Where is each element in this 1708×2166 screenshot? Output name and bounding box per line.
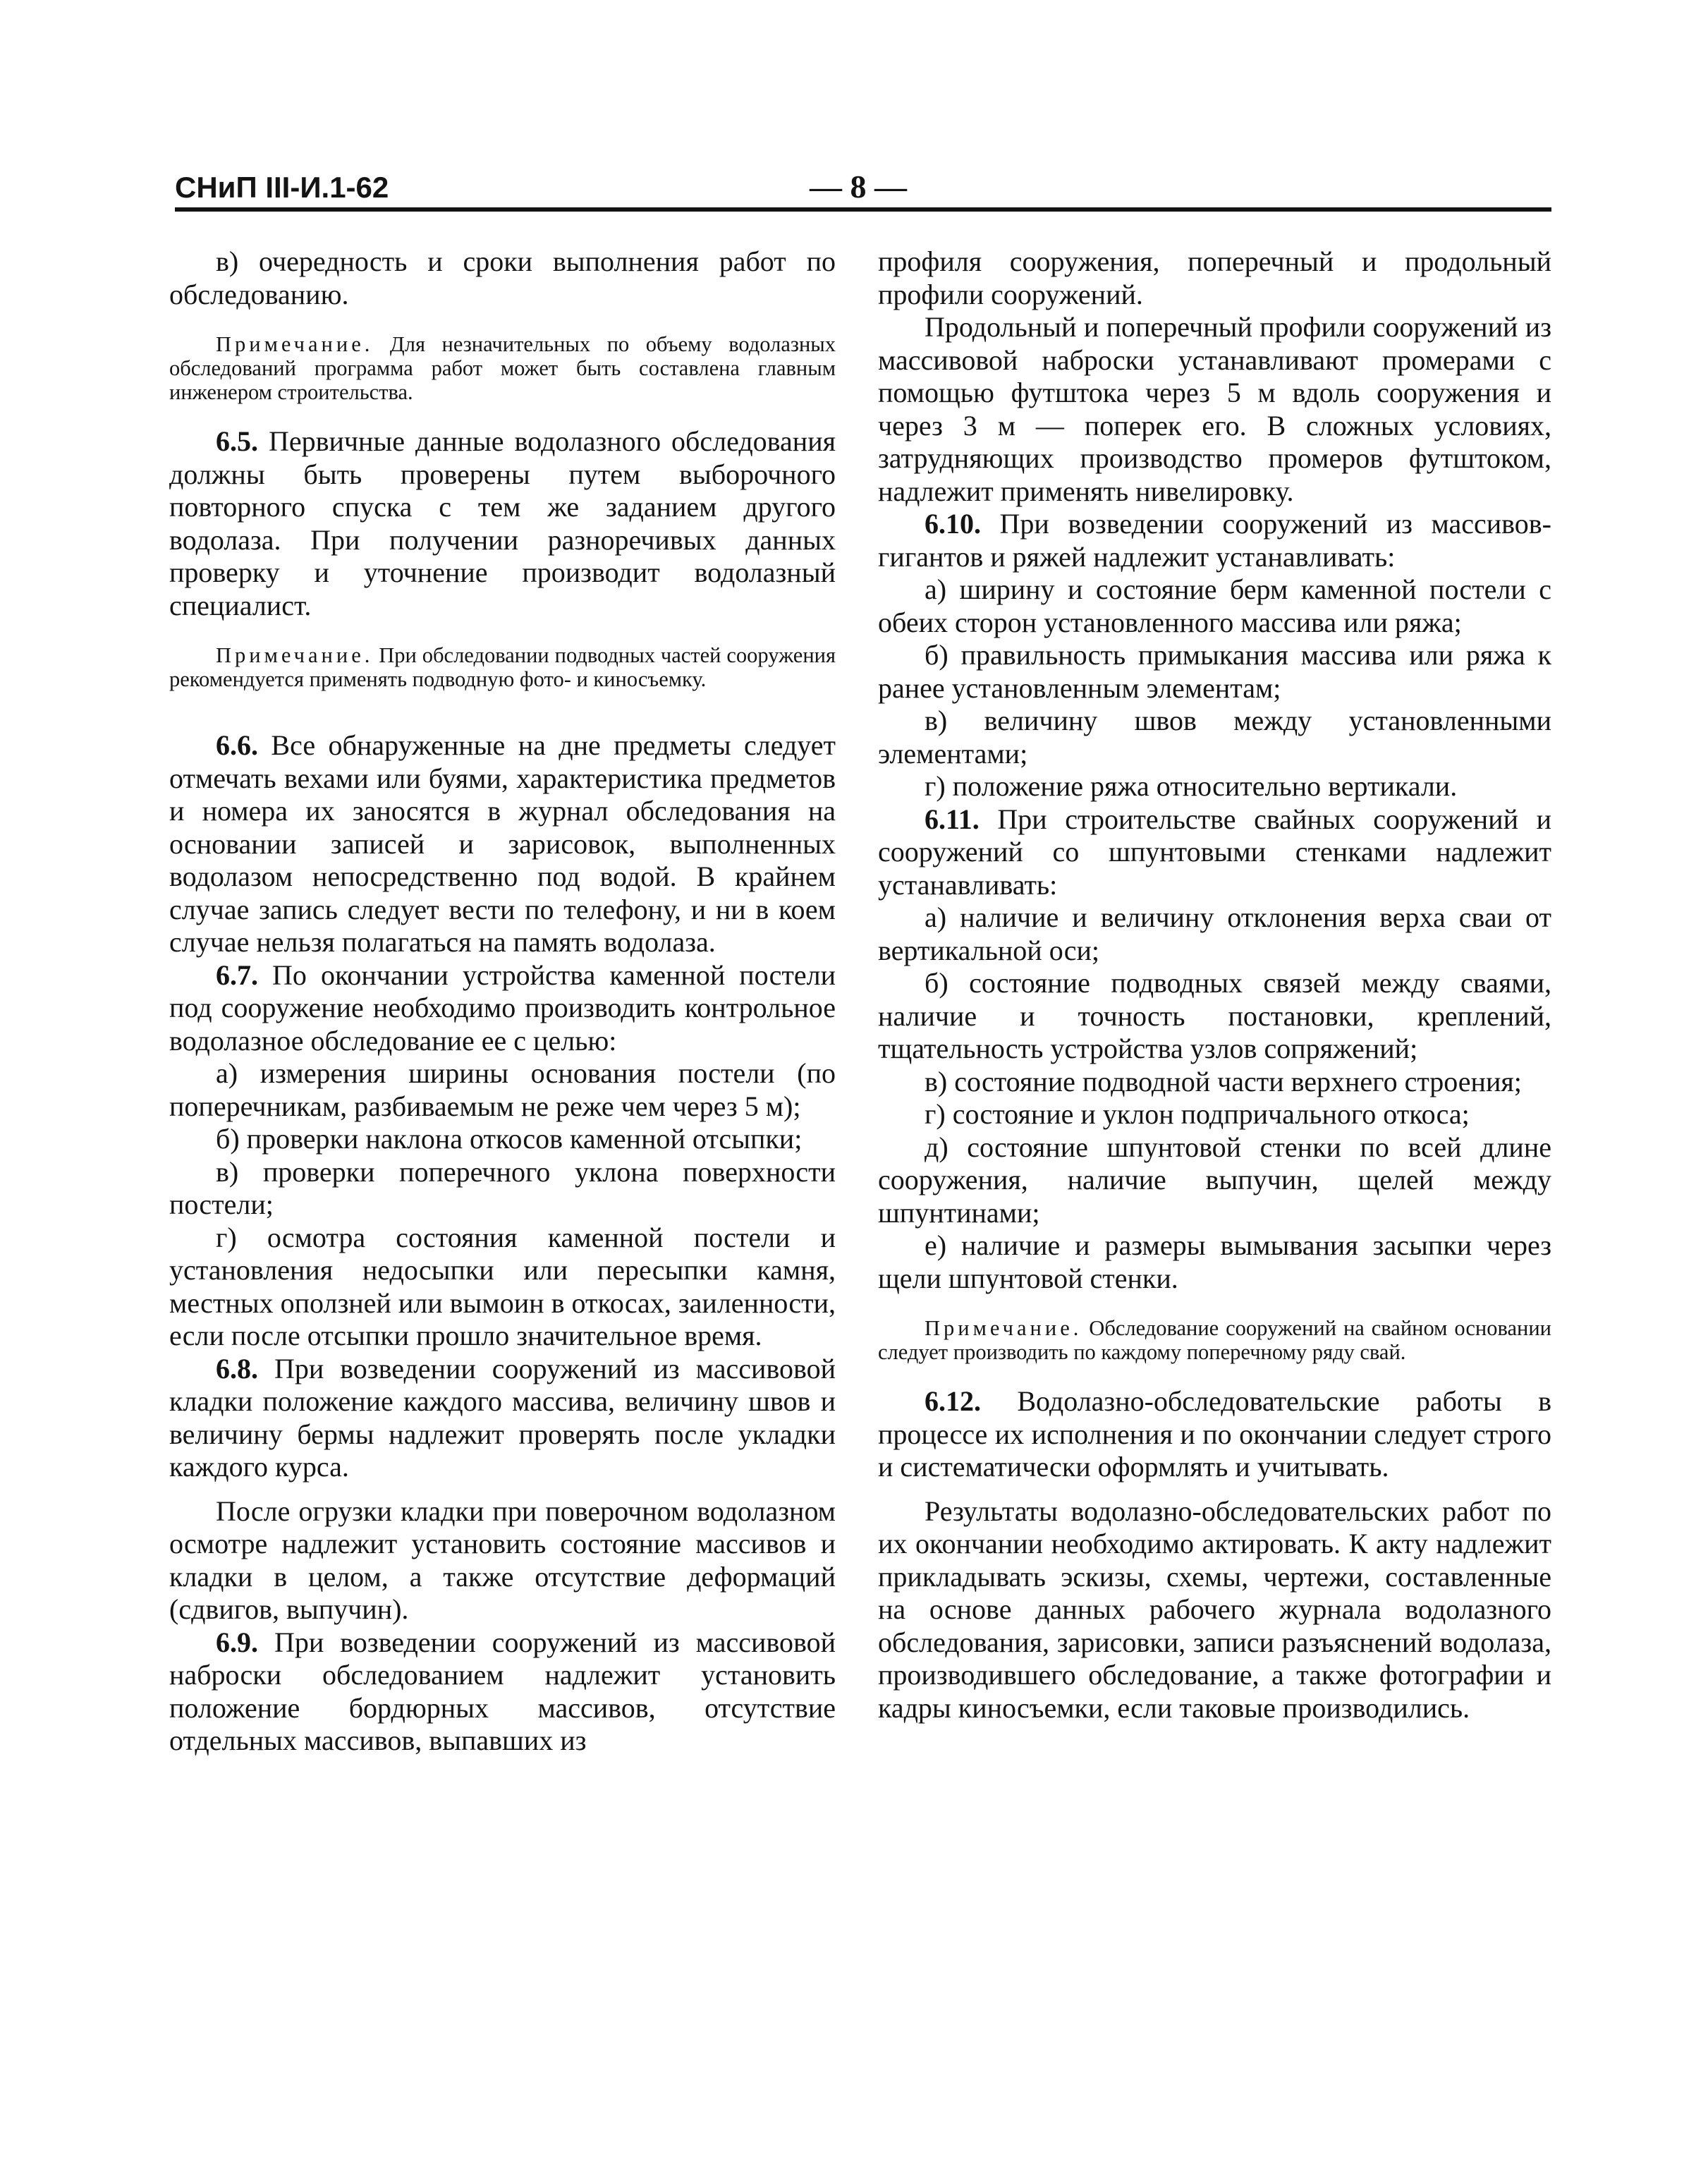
list-item-6-11-a: а) наличие и величину отклонения верха сваи от вертикальной оси; (878, 901, 1551, 966)
list-item-6-7-a: а) измерения ширины основания постели (по поперечникам, разбиваемым не реже чем через 5 м); (169, 1057, 836, 1122)
document-code: СНиП III-И.1-62 (175, 171, 389, 204)
list-item-6-10-g: г) положение ряжа относительно вертикали. (925, 770, 1458, 802)
list-item-6-11-v: в) состояние подводной части верхнего строения; (925, 1065, 1522, 1097)
paragraph-text: Первичные данные водолазного обследования должны быть проверены путем выборочного повторного спуска с тем же заданием другого водолаза. При получении разноречивых данных проверку и уточнение производит водолазный специалист. (169, 425, 836, 621)
paragraph-6-9-end: профиля сооружения, поперечный и продольный профили сооружений. (878, 245, 1551, 310)
note-label: Примечание. (216, 643, 374, 667)
note-text: Обследование сооружений на свайном основании следует производить по каждому поперечному ряду свай. (878, 1316, 1551, 1364)
note-1 (169, 332, 836, 404)
list-item-6-7-g: г) осмотра состояния каменной постели и установления недосыпки или пересыпки камня, местных оползней или вымоин в откосах, заиленности, если после отсыпки прошло значительное время. (169, 1221, 836, 1351)
paragraph-6-11 (878, 803, 1551, 902)
paragraph-6-9-continued: Продольный и поперечный профили сооружений из массивовой наброски устанавливают промерами с помощью футштока через 5 м вдоль сооружения и через 3 м — поперек его. В сложных условиях, затрудняющих производство промеров футштоком, надлежит применять нивелировку. (878, 311, 1551, 507)
note-3 (878, 1316, 1551, 1364)
paragraph-text: При возведении сооружений из массивовой наброски обследованием надлежит установить положение бордюрных массивов, отсутствие отдельных массивов, выпавших из (169, 1626, 836, 1756)
note-label: Примечание. (925, 1316, 1082, 1340)
paragraph-6-9 (169, 1626, 836, 1758)
section-number: 6.12. (925, 1385, 981, 1417)
list-item-6-11-g: г) состояние и уклон подпричального откоса; (925, 1098, 1470, 1130)
right-column (878, 245, 1551, 1724)
list-item-6-7-v: в) проверки поперечного уклона поверхности постели; (169, 1155, 836, 1220)
paragraph-text: По окончании устройства каменной постели под сооружение необходимо производить контрольное водолазное обследование ее с целью: (169, 959, 836, 1057)
section-number: 6.10. (925, 508, 981, 540)
paragraph-6-5 (169, 425, 836, 622)
page-number: — 8 — (810, 169, 907, 205)
paragraph-6-12 (878, 1385, 1551, 1484)
section-number: 6.7. (216, 959, 258, 991)
list-item-6-11-e: е) наличие и размеры вымывания засыпки через щели шпунтовой стенки. (878, 1229, 1551, 1294)
list-item-6-7-b: б) проверки наклона откосов каменной отсыпки; (216, 1123, 803, 1155)
list-item-6-10-a: а) ширину и состояние берм каменной постели с обеих сторон установленного массива или ряжа; (878, 573, 1551, 638)
paragraph-6-10 (878, 508, 1551, 573)
paragraph-6-4-end: в) очередность и сроки выполнения работ по обследованию. (169, 245, 836, 310)
section-number: 6.8. (216, 1352, 258, 1385)
paragraph-text: При возведении сооружений из массивовой кладки положение каждого массива, величину швов и величину бермы надлежит проверять после укладки каждого курса. (169, 1352, 836, 1483)
paragraph-text: При строительстве свайных сооружений и сооружений со шпунтовыми стенками надлежит устанавливать: (878, 803, 1551, 901)
list-item-6-10-v: в) величину швов между установленными элементами; (878, 705, 1551, 769)
section-number: 6.6. (216, 729, 258, 761)
paragraph-text: При возведении сооружений из массивов-гигантов и ряжей надлежит устанавливать: (878, 508, 1551, 573)
list-item-6-10-b: б) правильность примыкания массива или ряжа к ранее установленным элементам; (878, 639, 1551, 704)
paragraph-6-8-continued: После огрузки кладки при поверочном водолазном осмотре надлежит установить состояние массивов и кладки в целом, а также отсутствие деформаций (сдвигов, выпучин). (169, 1495, 836, 1625)
paragraph-6-6 (169, 729, 836, 959)
left-column (169, 245, 836, 1758)
paragraph-6-8 (169, 1353, 836, 1484)
list-item-6-11-b: б) состояние подводных связей между сваями, наличие и точность постановки, креплений, тщательность устройства узлов сопряжений; (878, 967, 1551, 1064)
note-label: Примечание. (216, 332, 374, 356)
header-rule (175, 207, 1551, 212)
paragraph-text: Все обнаруженные на дне предметы следует отмечать вехами или буями, характеристика предметов и номера их заносятся в журнал обследования на основании записей и зарисовок, выполненных водолазом непосредственно под водой. В крайнем случае запись следует вести по телефону, и ни в коем случае нельзя полагаться на память водолаза. (169, 729, 836, 958)
paragraph-text: Водолазно-обследовательские работы в процессе их исполнения и по окончании следует строго и систематически оформлять и учитывать. (878, 1385, 1551, 1483)
paragraph-6-12-continued: Результаты водолазно-обследовательских работ по их окончании необходимо актировать. К акту надлежит прикладывать эскизы, схемы, чертежи, составленные на основе данных рабочего журнала водолазного обследования, зарисовки, записи разъяснений водолаза, производившего обследование, а также фотографии и кадры киносъемки, если таковые производились. (878, 1495, 1551, 1724)
note-text: При обследовании подводных частей сооружения рекомендуется применять подводную фото- и киносъемку. (169, 643, 836, 691)
paragraph-6-7 (169, 959, 836, 1058)
section-number: 6.5. (216, 425, 258, 457)
list-item-6-11-d: д) состояние шпунтовой стенки по всей длине сооружения, наличие выпучин, щелей между шпунтинами; (878, 1131, 1551, 1229)
note-2 (169, 643, 836, 691)
section-number: 6.11. (925, 803, 980, 835)
section-number: 6.9. (216, 1626, 258, 1658)
note-text: Для незначительных по объему водолазных обследований программа работ может быть составлена главным инженером строительства. (169, 332, 836, 404)
